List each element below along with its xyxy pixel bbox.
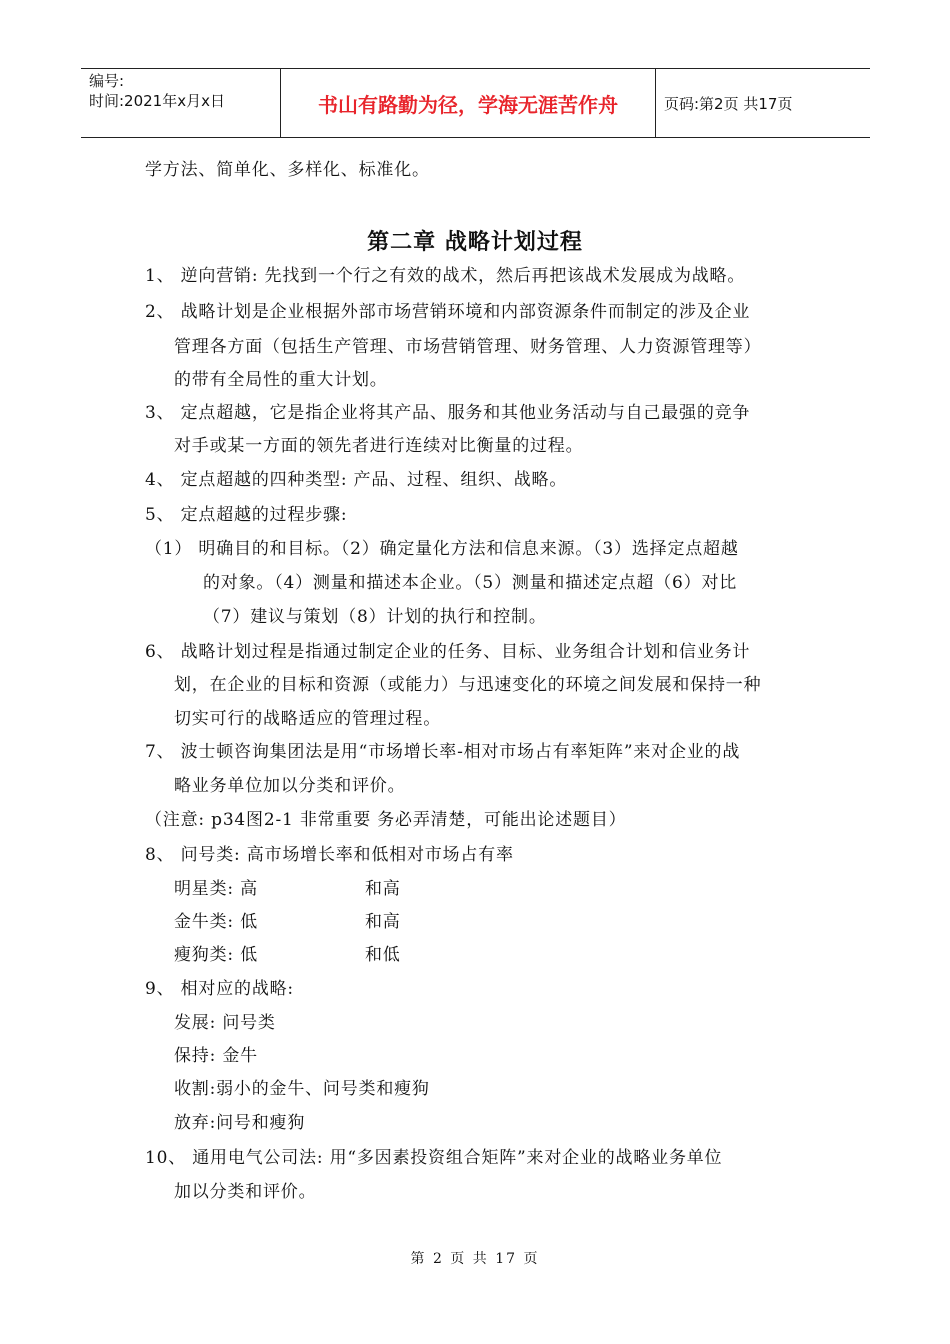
text-line: 发展: 问号类 [174, 1013, 276, 1033]
text-line: 7、 波士顿咨询集团法是用“市场增长率-相对市场占有率矩阵”来对企业的战 [145, 742, 741, 762]
text-line: 放弃:问号和瘦狗 [174, 1113, 306, 1133]
text-line: （1） 明确目的和目标。（2）确定量化方法和信息来源。（3）选择定点超越 [145, 539, 739, 559]
text-line: 对手或某一方面的领先者进行连续对比衡量的过程。 [174, 436, 584, 456]
text-line: 10、 通用电气公司法: 用“多因素投资组合矩阵”来对企业的战略业务单位 [145, 1148, 723, 1168]
text-line: 8、 问号类: 高市场增长率和低相对市场占有率 [145, 845, 514, 865]
text-line: 加以分类和评价。 [174, 1182, 317, 1202]
text-line: （7）建议与策划（8）计划的执行和控制。 [203, 607, 547, 627]
text-line: 金牛类: 低 [174, 912, 258, 932]
text-line: 和低 [365, 945, 401, 965]
text-line: 2、 战略计划是企业根据外部市场营销环境和内部资源条件而制定的涉及企业 [145, 302, 751, 322]
time-label: 时间:2021年x月x日 [89, 92, 225, 110]
text-line: 收割:弱小的金牛、问号类和瘦狗 [174, 1079, 430, 1099]
header-motto: 书山有路勤为径，学海无涯苦作舟 [281, 69, 656, 137]
text-line: 和高 [365, 912, 401, 932]
text-line: 1、 逆向营销: 先找到一个行之有效的战术，然后再把该战术发展成为战略。 [145, 266, 746, 286]
text-line: 切实可行的战略适应的管理过程。 [174, 709, 441, 729]
text-line: 划，在企业的目标和资源（或能力）与迅速变化的环境之间发展和保持一种 [174, 675, 762, 695]
text-line: 的对象。（4）测量和描述本企业。（5）测量和描述定点超（6）对比 [203, 573, 738, 593]
text-line: 略业务单位加以分类和评价。 [174, 776, 406, 796]
text-line: 3、 定点超越，它是指企业将其产品、服务和其他业务活动与自己最强的竞争 [145, 403, 751, 423]
text-line: 管理各方面（包括生产管理、市场营销管理、财务管理、人力资源管理等） [174, 337, 762, 357]
text-line: 保持: 金牛 [174, 1046, 258, 1066]
text-line: 9、 相对应的战略: [145, 979, 294, 999]
note-line: （注意: p34图2-1 非常重要 务必弄清楚，可能出论述题目） [145, 810, 627, 830]
page-header [81, 68, 870, 138]
text-line: 明星类: 高 [174, 879, 258, 899]
page-footer: 第 2 页 共 17 页 [410, 1251, 540, 1267]
text-line: 和高 [365, 879, 401, 899]
header-meta [81, 69, 281, 137]
text-line: 的带有全局性的重大计划。 [174, 370, 388, 390]
text-line: 5、 定点超越的过程步骤: [145, 505, 348, 525]
text-line: 4、 定点超越的四种类型: 产品、过程、组织、战略。 [145, 470, 568, 490]
text-line: 6、 战略计划过程是指通过制定企业的任务、目标、业务组合计划和信业务计 [145, 642, 751, 662]
code-label: 编号: [89, 72, 125, 90]
header-page-info: 页码:第2页 共17页 [664, 94, 793, 113]
intro-line: 学方法、简单化、多样化、标准化。 [145, 160, 430, 180]
text-line: 瘦狗类: 低 [174, 945, 258, 965]
chapter-title: 第二章 战略计划过程 [367, 229, 583, 255]
